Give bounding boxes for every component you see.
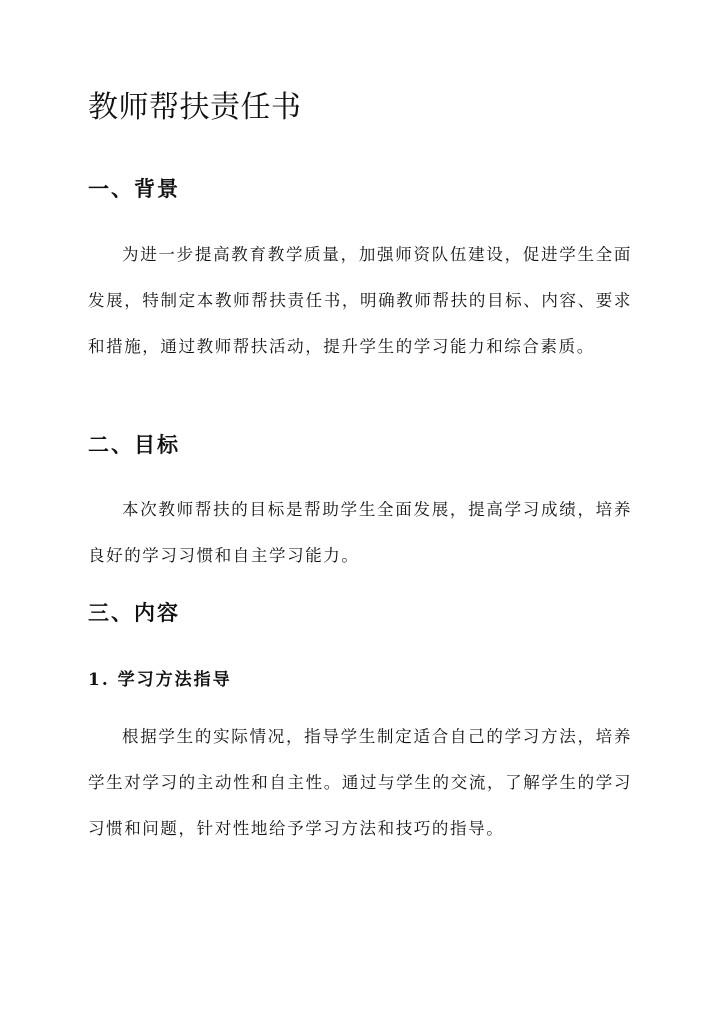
subsection-paragraph-study-method: 根据学生的实际情况，指导学生制定适合自己的学习方法，培养学生对学习的主动性和自主性。通过与学生的交流，了解学生的学习习惯和问题，针对性地给予学习方法和技巧的指导。 — [88, 727, 632, 838]
subsection-heading-study-method: 1. 学习方法指导 — [88, 670, 232, 690]
section-heading-goals: 二、目标 — [88, 432, 180, 457]
document-title: 教师帮扶责任书 — [88, 90, 302, 125]
section-heading-content: 三、内容 — [88, 600, 180, 625]
section-paragraph-background: 为进一步提高教育教学质量，加强师资队伍建设，促进学生全面发展，特制定本教师帮扶责任书，明确教师帮扶的目标、内容、要求和措施，通过教师帮扶活动，提升学生的学习能力和综合素质。 — [88, 245, 632, 356]
section-heading-background: 一、背景 — [88, 176, 180, 201]
section-paragraph-goals: 本次教师帮扶的目标是帮助学生全面发展，提高学习成绩，培养良好的学习习惯和自主学习能力。 — [88, 500, 632, 565]
